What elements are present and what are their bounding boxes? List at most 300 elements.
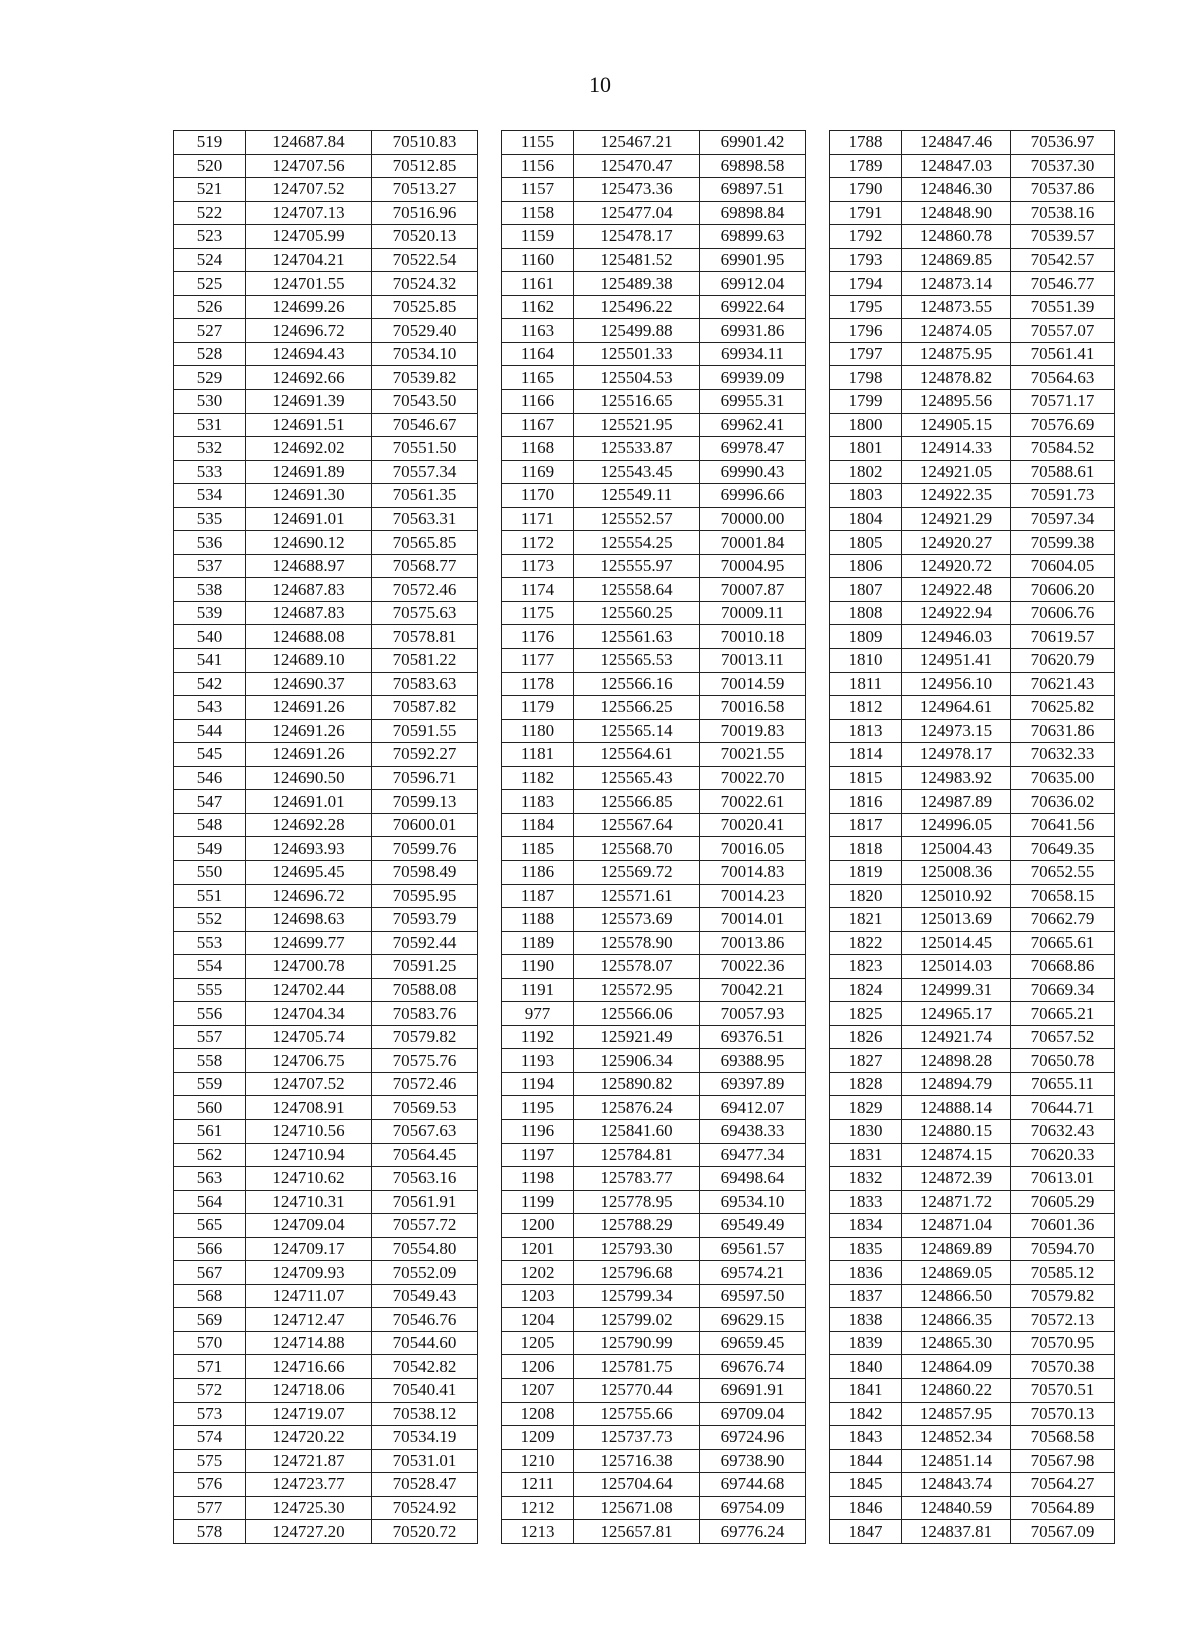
- table-row: [174, 272, 1115, 296]
- point-number-cell: 1820: [830, 884, 902, 908]
- x-coordinate-cell: 125014.03: [902, 955, 1011, 979]
- point-number-cell: 571: [174, 1355, 246, 1379]
- table-row: [174, 1190, 1115, 1214]
- point-number-cell: 1830: [830, 1119, 902, 1143]
- y-coordinate-cell: 70592.27: [372, 743, 478, 767]
- y-coordinate-cell: 70585.12: [1011, 1261, 1115, 1285]
- table-row: [174, 1002, 1115, 1026]
- x-coordinate-cell: 125781.75: [574, 1355, 700, 1379]
- point-number-cell: 575: [174, 1449, 246, 1473]
- column-group-separator: [806, 625, 830, 649]
- column-group-separator: [478, 1025, 502, 1049]
- point-number-cell: 1161: [502, 272, 574, 296]
- x-coordinate-cell: 125467.21: [574, 131, 700, 155]
- x-coordinate-cell: 124702.44: [246, 978, 372, 1002]
- point-number-cell: 539: [174, 601, 246, 625]
- column-group-separator: [478, 390, 502, 414]
- x-coordinate-cell: 124973.15: [902, 719, 1011, 743]
- y-coordinate-cell: 70591.55: [372, 719, 478, 743]
- x-coordinate-cell: 124710.62: [246, 1167, 372, 1191]
- y-coordinate-cell: 70579.82: [372, 1025, 478, 1049]
- point-number-cell: 1159: [502, 225, 574, 249]
- y-coordinate-cell: 70587.82: [372, 696, 478, 720]
- point-number-cell: 1813: [830, 719, 902, 743]
- column-group-separator: [478, 1520, 502, 1544]
- column-group-separator: [806, 1143, 830, 1167]
- y-coordinate-cell: 70563.31: [372, 507, 478, 531]
- x-coordinate-cell: 124698.63: [246, 908, 372, 932]
- point-number-cell: 560: [174, 1096, 246, 1120]
- column-group-separator: [478, 1237, 502, 1261]
- column-group-separator: [806, 390, 830, 414]
- table-row: [174, 1520, 1115, 1544]
- y-coordinate-cell: 70570.51: [1011, 1378, 1115, 1402]
- y-coordinate-cell: 70641.56: [1011, 813, 1115, 837]
- x-coordinate-cell: 125489.38: [574, 272, 700, 296]
- point-number-cell: 528: [174, 342, 246, 366]
- x-coordinate-cell: 125521.95: [574, 413, 700, 437]
- point-number-cell: 1835: [830, 1237, 902, 1261]
- column-group-separator: [806, 1190, 830, 1214]
- x-coordinate-cell: 124723.77: [246, 1473, 372, 1497]
- column-group-separator: [806, 672, 830, 696]
- point-number-cell: 1793: [830, 248, 902, 272]
- x-coordinate-cell: 124946.03: [902, 625, 1011, 649]
- column-group-separator: [806, 860, 830, 884]
- y-coordinate-cell: 70632.43: [1011, 1119, 1115, 1143]
- column-group-separator: [478, 201, 502, 225]
- point-number-cell: 565: [174, 1214, 246, 1238]
- y-coordinate-cell: 70000.00: [700, 507, 806, 531]
- column-group-separator: [806, 1261, 830, 1285]
- y-coordinate-cell: 70665.21: [1011, 1002, 1115, 1026]
- column-group-separator: [478, 601, 502, 625]
- y-coordinate-cell: 70516.96: [372, 201, 478, 225]
- y-coordinate-cell: 70596.71: [372, 766, 478, 790]
- y-coordinate-cell: 70520.13: [372, 225, 478, 249]
- y-coordinate-cell: 70564.89: [1011, 1496, 1115, 1520]
- y-coordinate-cell: 70605.29: [1011, 1190, 1115, 1214]
- point-number-cell: 1818: [830, 837, 902, 861]
- point-number-cell: 1170: [502, 484, 574, 508]
- x-coordinate-cell: 124710.31: [246, 1190, 372, 1214]
- column-group-separator: [806, 554, 830, 578]
- point-number-cell: 535: [174, 507, 246, 531]
- y-coordinate-cell: 70551.50: [372, 437, 478, 461]
- x-coordinate-cell: 124718.06: [246, 1378, 372, 1402]
- column-group-separator: [806, 225, 830, 249]
- y-coordinate-cell: 69897.51: [700, 178, 806, 202]
- y-coordinate-cell: 69561.57: [700, 1237, 806, 1261]
- point-number-cell: 1165: [502, 366, 574, 390]
- y-coordinate-cell: 69438.33: [700, 1119, 806, 1143]
- x-coordinate-cell: 125013.69: [902, 908, 1011, 932]
- y-coordinate-cell: 70583.63: [372, 672, 478, 696]
- x-coordinate-cell: 125004.43: [902, 837, 1011, 861]
- y-coordinate-cell: 69955.31: [700, 390, 806, 414]
- column-group-separator: [478, 860, 502, 884]
- table-row: [174, 1426, 1115, 1450]
- point-number-cell: 570: [174, 1331, 246, 1355]
- column-group-separator: [478, 131, 502, 155]
- table-row: [174, 225, 1115, 249]
- table-row: [174, 672, 1115, 696]
- y-coordinate-cell: 70016.05: [700, 837, 806, 861]
- point-number-cell: 1212: [502, 1496, 574, 1520]
- column-group-separator: [478, 484, 502, 508]
- x-coordinate-cell: 125008.36: [902, 860, 1011, 884]
- table-row: [174, 154, 1115, 178]
- column-group-separator: [806, 1331, 830, 1355]
- column-group-separator: [478, 413, 502, 437]
- x-coordinate-cell: 125784.81: [574, 1143, 700, 1167]
- column-group-separator: [478, 625, 502, 649]
- y-coordinate-cell: 69676.74: [700, 1355, 806, 1379]
- point-number-cell: 554: [174, 955, 246, 979]
- point-number-cell: 1206: [502, 1355, 574, 1379]
- y-coordinate-cell: 70512.85: [372, 154, 478, 178]
- point-number-cell: 1797: [830, 342, 902, 366]
- x-coordinate-cell: 124690.12: [246, 531, 372, 555]
- point-number-cell: 1801: [830, 437, 902, 461]
- column-group-separator: [806, 131, 830, 155]
- column-group-separator: [478, 1473, 502, 1497]
- point-number-cell: 537: [174, 554, 246, 578]
- table-row: [174, 649, 1115, 673]
- x-coordinate-cell: 124710.94: [246, 1143, 372, 1167]
- y-coordinate-cell: 69901.42: [700, 131, 806, 155]
- point-number-cell: 542: [174, 672, 246, 696]
- x-coordinate-cell: 124691.26: [246, 696, 372, 720]
- point-number-cell: 1211: [502, 1473, 574, 1497]
- point-number-cell: 1208: [502, 1402, 574, 1426]
- point-number-cell: 548: [174, 813, 246, 837]
- point-number-cell: 1213: [502, 1520, 574, 1544]
- x-coordinate-cell: 124721.87: [246, 1449, 372, 1473]
- x-coordinate-cell: 124922.94: [902, 601, 1011, 625]
- point-number-cell: 1842: [830, 1402, 902, 1426]
- point-number-cell: 1158: [502, 201, 574, 225]
- point-number-cell: 1163: [502, 319, 574, 343]
- y-coordinate-cell: 69412.07: [700, 1096, 806, 1120]
- y-coordinate-cell: 69776.24: [700, 1520, 806, 1544]
- column-group-separator: [478, 1449, 502, 1473]
- y-coordinate-cell: 70014.01: [700, 908, 806, 932]
- table-row: [174, 531, 1115, 555]
- x-coordinate-cell: 124707.13: [246, 201, 372, 225]
- point-number-cell: 529: [174, 366, 246, 390]
- column-group-separator: [478, 1426, 502, 1450]
- point-number-cell: 1193: [502, 1049, 574, 1073]
- column-group-separator: [478, 649, 502, 673]
- x-coordinate-cell: 124965.17: [902, 1002, 1011, 1026]
- column-group-separator: [478, 766, 502, 790]
- y-coordinate-cell: 70014.59: [700, 672, 806, 696]
- point-number-cell: 1809: [830, 625, 902, 649]
- y-coordinate-cell: 69724.96: [700, 1426, 806, 1450]
- y-coordinate-cell: 70632.33: [1011, 743, 1115, 767]
- point-number-cell: 559: [174, 1072, 246, 1096]
- y-coordinate-cell: 70599.76: [372, 837, 478, 861]
- y-coordinate-cell: 70621.43: [1011, 672, 1115, 696]
- point-number-cell: 1831: [830, 1143, 902, 1167]
- y-coordinate-cell: 70600.01: [372, 813, 478, 837]
- table-row: [174, 978, 1115, 1002]
- point-number-cell: 1179: [502, 696, 574, 720]
- y-coordinate-cell: 70007.87: [700, 578, 806, 602]
- y-coordinate-cell: 70020.41: [700, 813, 806, 837]
- x-coordinate-cell: 125549.11: [574, 484, 700, 508]
- y-coordinate-cell: 69629.15: [700, 1308, 806, 1332]
- point-number-cell: 1837: [830, 1284, 902, 1308]
- point-number-cell: 551: [174, 884, 246, 908]
- point-number-cell: 1196: [502, 1119, 574, 1143]
- x-coordinate-cell: 124690.50: [246, 766, 372, 790]
- point-number-cell: 1173: [502, 554, 574, 578]
- x-coordinate-cell: 125572.95: [574, 978, 700, 1002]
- point-number-cell: 1789: [830, 154, 902, 178]
- column-group-separator: [806, 719, 830, 743]
- column-group-separator: [478, 578, 502, 602]
- y-coordinate-cell: 70584.52: [1011, 437, 1115, 461]
- point-number-cell: 550: [174, 860, 246, 884]
- column-group-separator: [806, 743, 830, 767]
- table-row: [174, 1473, 1115, 1497]
- y-coordinate-cell: 69996.66: [700, 484, 806, 508]
- column-group-separator: [478, 696, 502, 720]
- point-number-cell: 1833: [830, 1190, 902, 1214]
- table-row: [174, 1025, 1115, 1049]
- point-number-cell: 1836: [830, 1261, 902, 1285]
- point-number-cell: 562: [174, 1143, 246, 1167]
- x-coordinate-cell: 125564.61: [574, 743, 700, 767]
- point-number-cell: 1203: [502, 1284, 574, 1308]
- column-group-separator: [806, 601, 830, 625]
- x-coordinate-cell: 124710.56: [246, 1119, 372, 1143]
- point-number-cell: 555: [174, 978, 246, 1002]
- point-number-cell: 1828: [830, 1072, 902, 1096]
- y-coordinate-cell: 70567.09: [1011, 1520, 1115, 1544]
- table-row: [174, 766, 1115, 790]
- y-coordinate-cell: 70510.83: [372, 131, 478, 155]
- column-group-separator: [806, 272, 830, 296]
- x-coordinate-cell: 125552.57: [574, 507, 700, 531]
- y-coordinate-cell: 70570.38: [1011, 1355, 1115, 1379]
- y-coordinate-cell: 70042.21: [700, 978, 806, 1002]
- x-coordinate-cell: 125799.34: [574, 1284, 700, 1308]
- x-coordinate-cell: 124866.50: [902, 1284, 1011, 1308]
- column-group-separator: [478, 272, 502, 296]
- column-group-separator: [478, 225, 502, 249]
- y-coordinate-cell: 69922.64: [700, 295, 806, 319]
- column-group-separator: [806, 1355, 830, 1379]
- y-coordinate-cell: 69898.84: [700, 201, 806, 225]
- x-coordinate-cell: 124857.95: [902, 1402, 1011, 1426]
- point-number-cell: 576: [174, 1473, 246, 1497]
- point-number-cell: 1817: [830, 813, 902, 837]
- y-coordinate-cell: 70019.83: [700, 719, 806, 743]
- point-number-cell: 1825: [830, 1002, 902, 1026]
- y-coordinate-cell: 70013.86: [700, 931, 806, 955]
- y-coordinate-cell: 70591.25: [372, 955, 478, 979]
- x-coordinate-cell: 124843.74: [902, 1473, 1011, 1497]
- column-group-separator: [478, 366, 502, 390]
- point-number-cell: 1824: [830, 978, 902, 1002]
- point-number-cell: 1169: [502, 460, 574, 484]
- y-coordinate-cell: 70522.54: [372, 248, 478, 272]
- x-coordinate-cell: 125560.25: [574, 601, 700, 625]
- point-number-cell: 1156: [502, 154, 574, 178]
- y-coordinate-cell: 70572.46: [372, 1072, 478, 1096]
- x-coordinate-cell: 125841.60: [574, 1119, 700, 1143]
- y-coordinate-cell: 70575.76: [372, 1049, 478, 1073]
- y-coordinate-cell: 69498.64: [700, 1167, 806, 1191]
- y-coordinate-cell: 69388.95: [700, 1049, 806, 1073]
- point-number-cell: 1174: [502, 578, 574, 602]
- x-coordinate-cell: 125499.88: [574, 319, 700, 343]
- point-number-cell: 564: [174, 1190, 246, 1214]
- column-group-separator: [806, 413, 830, 437]
- x-coordinate-cell: 125573.69: [574, 908, 700, 932]
- column-group-separator: [478, 154, 502, 178]
- x-coordinate-cell: 124873.14: [902, 272, 1011, 296]
- x-coordinate-cell: 125906.34: [574, 1049, 700, 1073]
- point-number-cell: 532: [174, 437, 246, 461]
- x-coordinate-cell: 125890.82: [574, 1072, 700, 1096]
- y-coordinate-cell: 70570.95: [1011, 1331, 1115, 1355]
- x-coordinate-cell: 124700.78: [246, 955, 372, 979]
- x-coordinate-cell: 125755.66: [574, 1402, 700, 1426]
- point-number-cell: 1189: [502, 931, 574, 955]
- point-number-cell: 1178: [502, 672, 574, 696]
- x-coordinate-cell: 124874.05: [902, 319, 1011, 343]
- y-coordinate-cell: 70021.55: [700, 743, 806, 767]
- y-coordinate-cell: 70539.82: [372, 366, 478, 390]
- x-coordinate-cell: 124922.48: [902, 578, 1011, 602]
- x-coordinate-cell: 124956.10: [902, 672, 1011, 696]
- point-number-cell: 1802: [830, 460, 902, 484]
- y-coordinate-cell: 70010.18: [700, 625, 806, 649]
- x-coordinate-cell: 125481.52: [574, 248, 700, 272]
- point-number-cell: 1168: [502, 437, 574, 461]
- y-coordinate-cell: 70575.63: [372, 601, 478, 625]
- column-group-separator: [806, 295, 830, 319]
- column-group-separator: [478, 1402, 502, 1426]
- table-row: [174, 743, 1115, 767]
- column-group-separator: [478, 790, 502, 814]
- table-row: [174, 460, 1115, 484]
- x-coordinate-cell: 125783.77: [574, 1167, 700, 1191]
- y-coordinate-cell: 70536.97: [1011, 131, 1115, 155]
- y-coordinate-cell: 70057.93: [700, 1002, 806, 1026]
- point-number-cell: 544: [174, 719, 246, 743]
- point-number-cell: 521: [174, 178, 246, 202]
- x-coordinate-cell: 124706.75: [246, 1049, 372, 1073]
- y-coordinate-cell: 70613.01: [1011, 1167, 1115, 1191]
- y-coordinate-cell: 69574.21: [700, 1261, 806, 1285]
- column-group-separator: [806, 248, 830, 272]
- y-coordinate-cell: 70549.43: [372, 1284, 478, 1308]
- y-coordinate-cell: 69549.49: [700, 1214, 806, 1238]
- point-number-cell: 1195: [502, 1096, 574, 1120]
- x-coordinate-cell: 124871.04: [902, 1214, 1011, 1238]
- x-coordinate-cell: 124852.34: [902, 1426, 1011, 1450]
- x-coordinate-cell: 124872.39: [902, 1167, 1011, 1191]
- table-row: [174, 601, 1115, 625]
- column-group-separator: [478, 1378, 502, 1402]
- y-coordinate-cell: 69934.11: [700, 342, 806, 366]
- x-coordinate-cell: 124921.05: [902, 460, 1011, 484]
- point-number-cell: 531: [174, 413, 246, 437]
- x-coordinate-cell: 125790.99: [574, 1331, 700, 1355]
- column-group-separator: [478, 295, 502, 319]
- point-number-cell: 1792: [830, 225, 902, 249]
- y-coordinate-cell: 70542.57: [1011, 248, 1115, 272]
- column-group-separator: [806, 931, 830, 955]
- y-coordinate-cell: 70564.27: [1011, 1473, 1115, 1497]
- y-coordinate-cell: 69477.34: [700, 1143, 806, 1167]
- y-coordinate-cell: 70567.63: [372, 1119, 478, 1143]
- column-group-separator: [806, 908, 830, 932]
- column-group-separator: [806, 884, 830, 908]
- column-group-separator: [806, 178, 830, 202]
- point-number-cell: 519: [174, 131, 246, 155]
- column-group-separator: [478, 437, 502, 461]
- x-coordinate-cell: 124914.33: [902, 437, 1011, 461]
- y-coordinate-cell: 70538.16: [1011, 201, 1115, 225]
- point-number-cell: 1210: [502, 1449, 574, 1473]
- x-coordinate-cell: 125496.22: [574, 295, 700, 319]
- point-number-cell: 1197: [502, 1143, 574, 1167]
- y-coordinate-cell: 70540.41: [372, 1378, 478, 1402]
- table-row: [174, 484, 1115, 508]
- x-coordinate-cell: 124880.15: [902, 1119, 1011, 1143]
- point-number-cell: 1209: [502, 1426, 574, 1450]
- column-group-separator: [478, 248, 502, 272]
- y-coordinate-cell: 70524.92: [372, 1496, 478, 1520]
- x-coordinate-cell: 125504.53: [574, 366, 700, 390]
- x-coordinate-cell: 125788.29: [574, 1214, 700, 1238]
- table-row: [174, 884, 1115, 908]
- table-row: [174, 1402, 1115, 1426]
- y-coordinate-cell: 70513.27: [372, 178, 478, 202]
- column-group-separator: [806, 1426, 830, 1450]
- x-coordinate-cell: 125716.38: [574, 1449, 700, 1473]
- point-number-cell: 1201: [502, 1237, 574, 1261]
- column-group-separator: [478, 1167, 502, 1191]
- x-coordinate-cell: 125921.49: [574, 1025, 700, 1049]
- point-number-cell: 1846: [830, 1496, 902, 1520]
- y-coordinate-cell: 70542.82: [372, 1355, 478, 1379]
- column-group-separator: [478, 1072, 502, 1096]
- y-coordinate-cell: 69939.09: [700, 366, 806, 390]
- y-coordinate-cell: 70598.49: [372, 860, 478, 884]
- coordinates-table-body: [174, 131, 1115, 1544]
- point-number-cell: 1815: [830, 766, 902, 790]
- column-group-separator: [478, 342, 502, 366]
- table-row: [174, 1355, 1115, 1379]
- x-coordinate-cell: 124707.52: [246, 1072, 372, 1096]
- table-row: [174, 1214, 1115, 1238]
- column-group-separator: [806, 578, 830, 602]
- x-coordinate-cell: 124709.17: [246, 1237, 372, 1261]
- x-coordinate-cell: 124709.04: [246, 1214, 372, 1238]
- point-number-cell: 1838: [830, 1308, 902, 1332]
- table-row: [174, 507, 1115, 531]
- column-group-separator: [478, 531, 502, 555]
- table-row: [174, 1308, 1115, 1332]
- x-coordinate-cell: 124691.51: [246, 413, 372, 437]
